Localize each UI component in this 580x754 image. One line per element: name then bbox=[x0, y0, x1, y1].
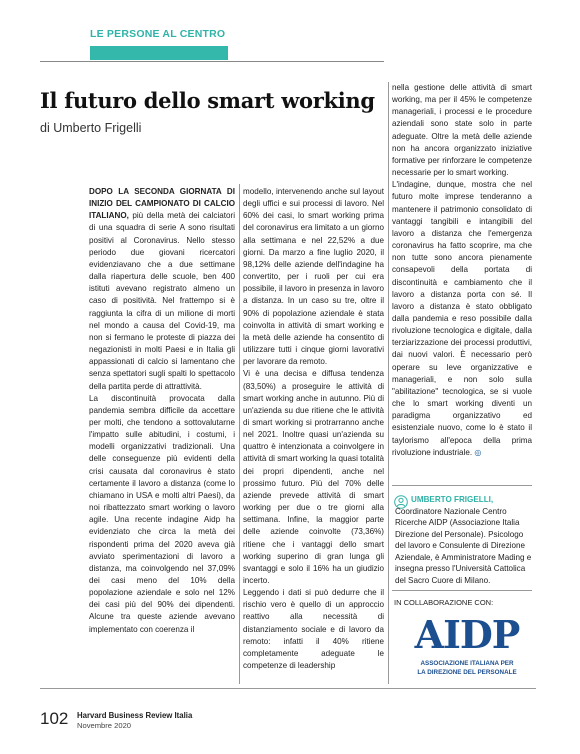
collaboration-rule bbox=[392, 590, 532, 591]
lead-in: DOPO LA SECONDA GIORNATA DI INIZIO DEL CAMPIONATO DI CALCIO ITALIANO, bbox=[89, 187, 235, 221]
column-divider-1 bbox=[239, 184, 240, 684]
article-title: Il futuro dello smart working bbox=[40, 88, 375, 113]
aidp-logo-line: ASSOCIAZIONE ITALIANA PER bbox=[420, 660, 514, 667]
paragraph-text: più della metà dei calciatori di una squadra di serie A sono risultati positivi al Coronavirus. Nello stesso periodo due giovani ricercatori evidenziavano che a due settimane dalla riapertura delle scuole, ben 400 istituti avevano registrato almeno un caso di positività. Nel frattempo si è raggiunta la cifra di un milione di morti nel mondo a causa del Covid-19, ma non si fermano le proteste di piazza dei negazionisti in molti Paesi e in Italia gli appassionati di calcio si lamentano che senza spettatori sugli spalti lo spettacolo della partita perde di attrattività. bbox=[89, 211, 235, 391]
author-name-comma: , bbox=[490, 495, 494, 504]
article-column-1 bbox=[89, 186, 235, 684]
paragraph bbox=[89, 186, 235, 393]
aidp-logo bbox=[412, 614, 522, 686]
issue-date: Novembre 2020 bbox=[77, 721, 132, 730]
paragraph: nella gestione delle attività di smart working, ma per il 45% le competenze manageriali, i processi e le procedure aziendali sono state solo in parte adeguate. Oltre la metà delle aziende non ha ancora organizzato iniziative formative per rinforzare le competenze necessarie per lo smart working. bbox=[392, 83, 532, 178]
author-name: UMBERTO FRIGELLI bbox=[411, 495, 491, 504]
collaboration-label: IN COLLABORAZIONE CON: bbox=[394, 598, 494, 607]
article-column-3 bbox=[392, 82, 532, 474]
aidp-logo-subtitle bbox=[412, 660, 522, 677]
aidp-logo-line: LA DIREZIONE DEL PERSONALE bbox=[417, 668, 517, 676]
section-bar bbox=[90, 46, 228, 60]
bottom-rule bbox=[40, 688, 536, 689]
page-number: 102 bbox=[40, 709, 69, 728]
paragraph bbox=[392, 179, 532, 459]
paragraph-text: L'indagine, dunque, mostra che nel futuro molte imprese tenderanno a mantenere il patrimonio consolidato di vantaggi tangibili e intangibili del lavoro a distanza che l'emergenza coronavirus ha fatto scoprire, ma che non tutte sono ancora pienamente consapevoli della portata di discontinuità e cambiamento che il lavoro a distanza porta con sé. Il lavoro a distanza è stato obbligato dalla pandemia e reso possibile dalla rivoluzione tecnologica e digitale, dalla terziarizzazione dei processi produttivi, dai nuovi valori. È necessario però operare su leve organizzative e manageriali, e non solo sulla "abilitazione" tecnologica, se si vuole che lo smart working diventi un paradigma organizzativo ed esistenziale nuovo, come lo è stato il taylorismo all'epoca della prima rivoluzione industriale. bbox=[392, 180, 532, 457]
paragraph: Leggendo i dati si può dedurre che il rischio vero è quello di un approccio reattivo alla necessità di distanziamento sociale e di lavoro da remoto: infatti il 40% ritiene completamente adeguate le competenze di leadership bbox=[243, 588, 384, 671]
column-divider-2 bbox=[388, 82, 389, 684]
author-rule bbox=[392, 485, 532, 486]
top-rule bbox=[40, 61, 384, 62]
byline: di Umberto Frigelli bbox=[40, 121, 142, 135]
paragraph: La discontinuità provocata dalla pandemia sembra difficile da accettare per molti, che tendono a sottovalutarne l'impatto sulle abitudini, i costumi, i modelli organizzativi tradizionali. Una delle conseguenze più evidenti della crisi causata dal coronavirus è stato certamente il lavoro a distanza (come lo chiamano in USA e molti altri Paesi), da noi ribattezzato smart working o lavoro agile. Una recente indagine Aidp ha evidenziato che circa la metà dei rispondenti prima del 2020 aveva già avviato sperimentazioni di lavoro a distanza, ma coinvolgendo nel 37,09% dei casi meno del 10% della popolazione aziendale e solo nel 12% dei casi più del 90% dei dipendenti. Alcune tra queste aziende avevano implementato con coerenza il bbox=[89, 393, 235, 634]
aidp-logo-letters: AIDP bbox=[414, 612, 520, 657]
section-label: LE PERSONE AL CENTRO bbox=[90, 28, 226, 40]
magazine-name: Harvard Business Review Italia bbox=[77, 711, 193, 720]
author-bio: Coordinatore Nazionale Centro Ricerche AIDP (Associazione Italia Direzione del Personale). Psicologo del lavoro e Consulente di Direzione Aziendale, è Amministratore Mading e insegna presso l'Università Cattolica del Sacro Cuore di Milano. bbox=[395, 506, 532, 585]
end-mark-icon: ◎ bbox=[474, 447, 482, 457]
author-block bbox=[395, 494, 532, 586]
paragraph: Vi è una decisa e diffusa tendenza (83,50%) a proseguire le attività di smart working anche in autunno. Più di un'azienda su due ritiene che le attività di smart working si protrarranno anche nel 2021. Inoltre quasi un'azienda su quattro è intenzionata a coinvolgere in attività di smart working la quasi totalità dei propri dipendenti, anche nel prossimo futuro. Più del 70% delle aziende prevede attività di smart working per due o tre giorni alla settimana. Infine, la maggior parte delle aziende coinvolte (73,36%) ritiene che i vantaggi dello smart working superino di gran lunga gli svantaggi e solo il 16% ha un giudizio incerto. bbox=[243, 369, 384, 585]
paragraph: modello, intervenendo anche sul layout degli uffici e sui processi di lavoro. Nel 60% dei casi, lo smart working prima del coronavirus era limitato a un giorno alla settimana e nel 22,52% a due giorni. Da marzo a fine luglio 2020, il 98,12% delle aziende dell'indagine ha convertito, per i ruoli per cui era possibile, il lavoro in presenza in lavoro a distanza. In un caso su tre, oltre il 90% di popolazione aziendale è stata coinvolta in attività di smart working e la metà delle aziende ha consentito di utilizzare tutti i cinque giorni lavorativi per lavorare da remoto. bbox=[243, 187, 384, 367]
article-column-2 bbox=[243, 186, 384, 686]
